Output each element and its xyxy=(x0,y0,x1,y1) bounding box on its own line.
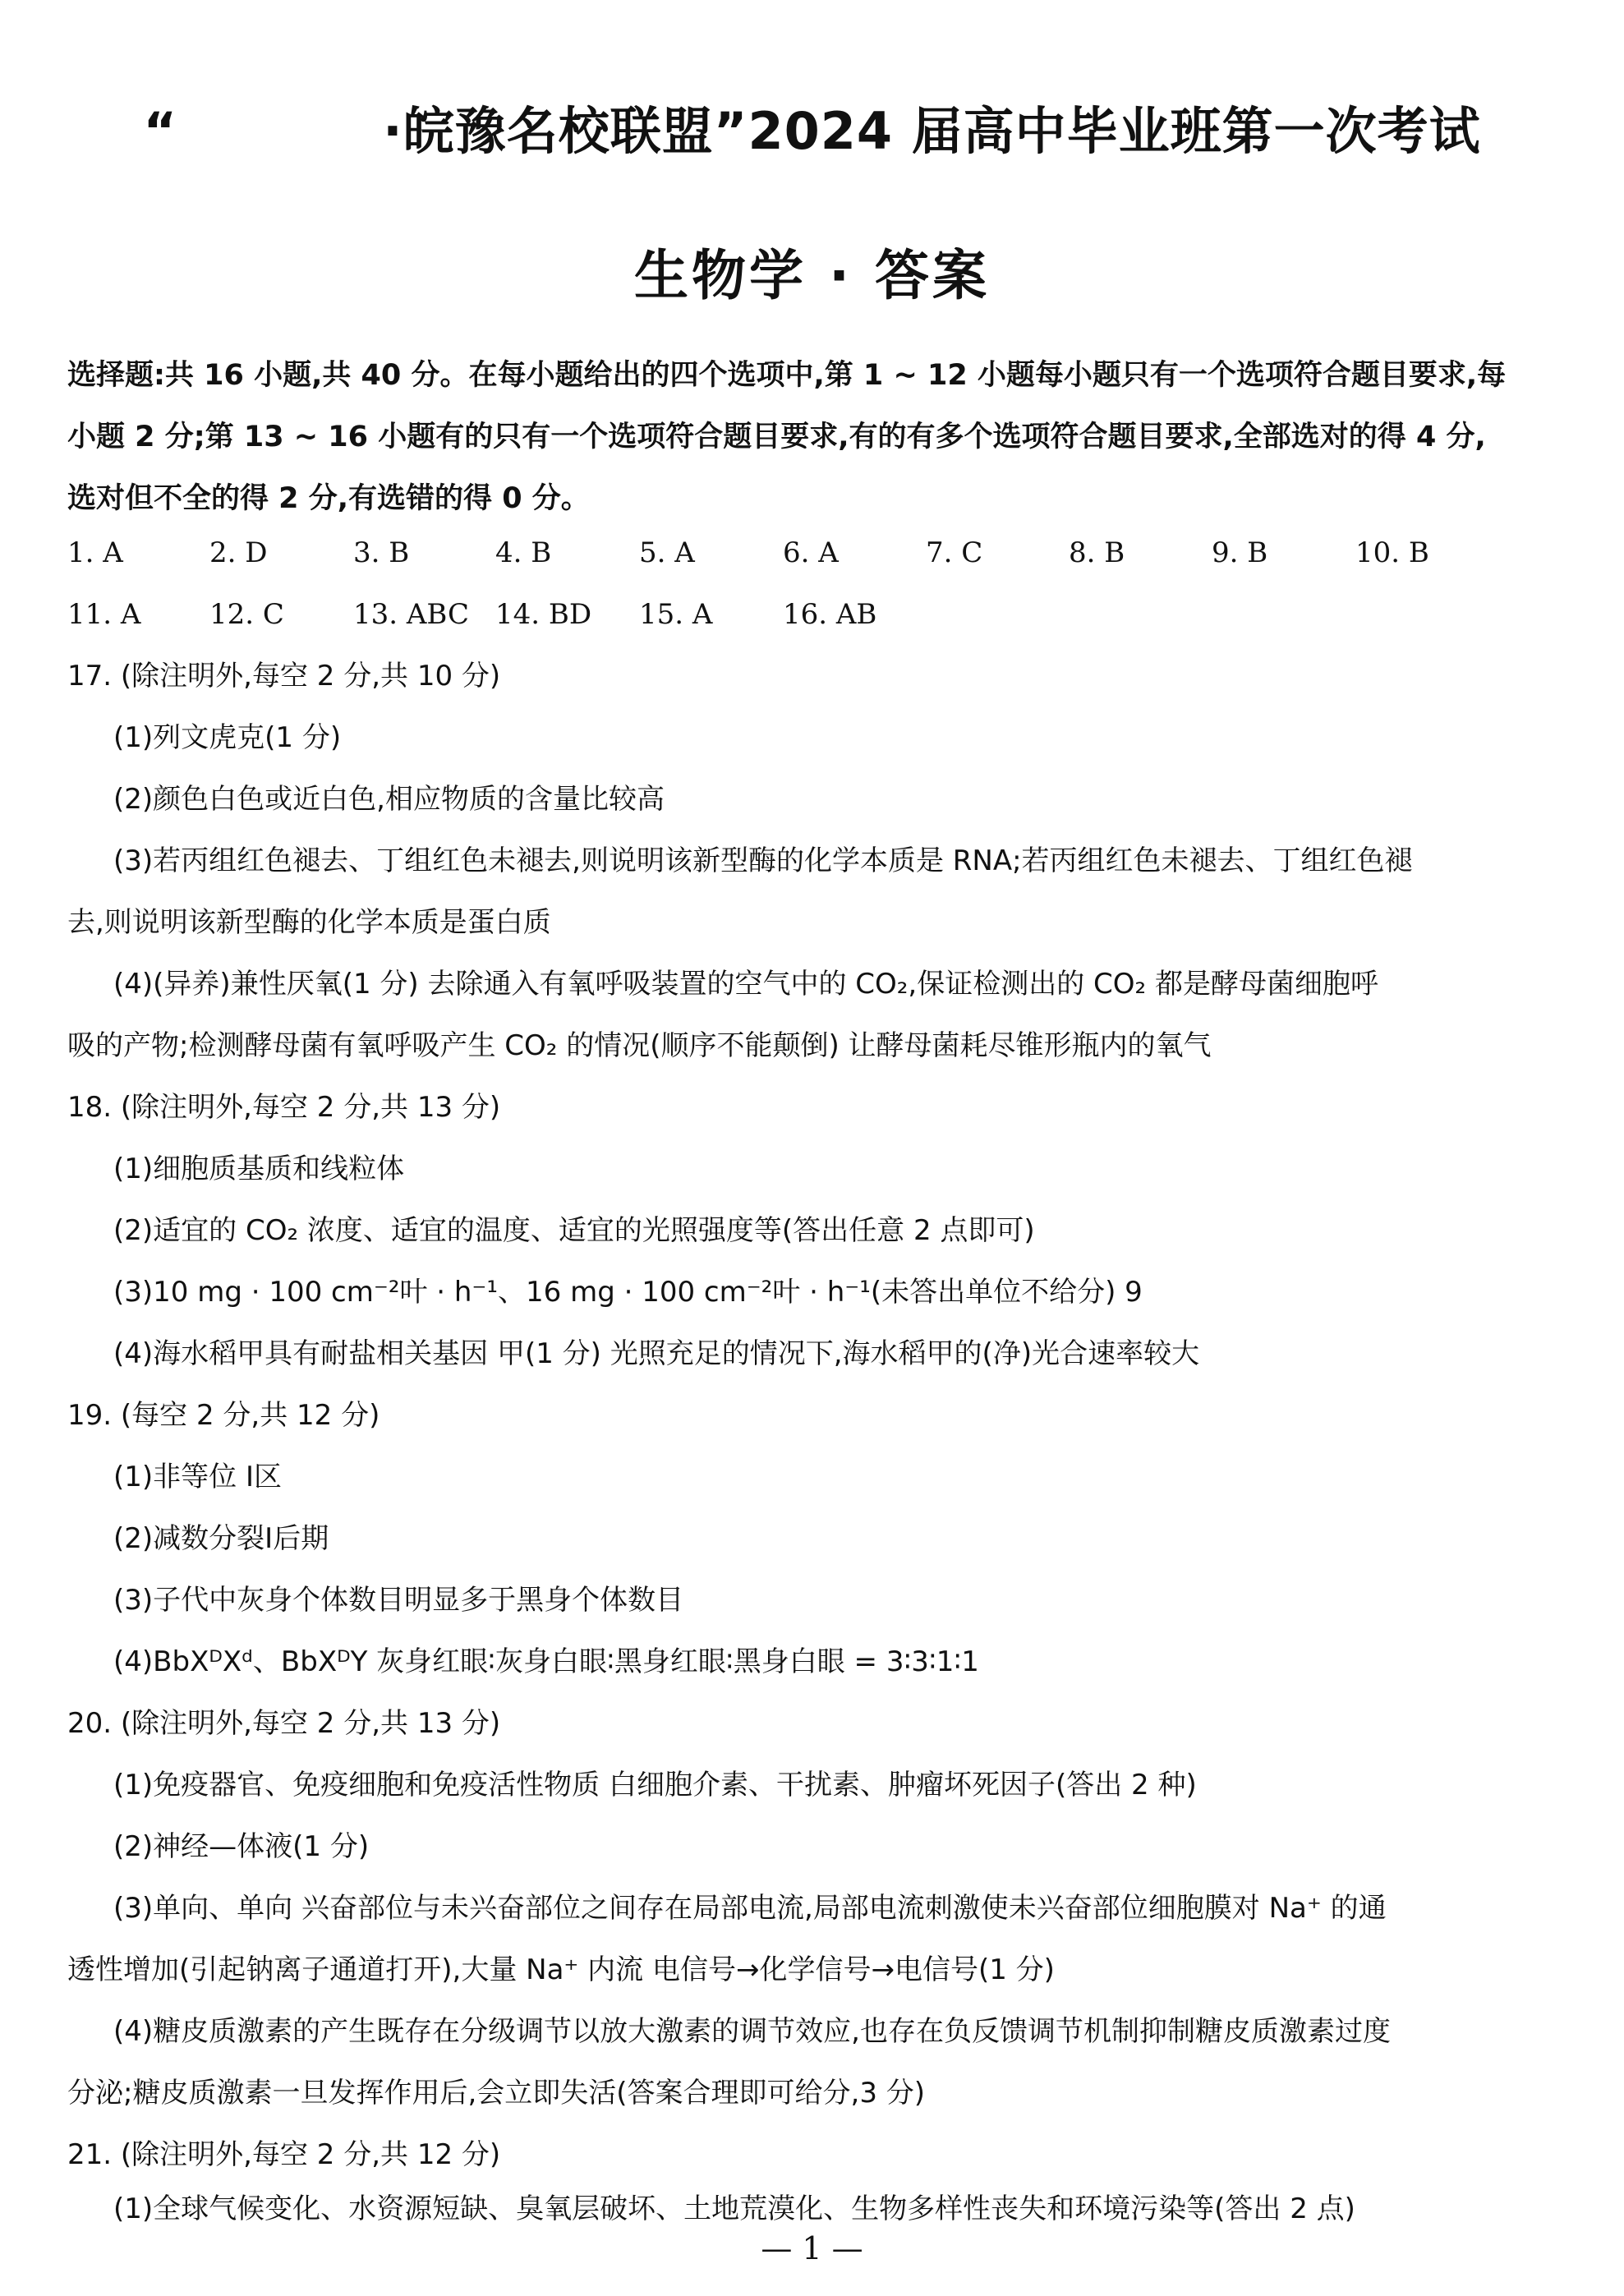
q20-answer-3: (3)单向、单向 兴奋部位与未兴奋部位之间存在局部电流,局部电流刺激使未兴奋部位细胞膜对 Na⁺ 的通 xyxy=(113,1892,1387,1925)
q19-heading: 19. (每空 2 分,共 12 分) xyxy=(67,1399,380,1432)
q21-heading: 21. (除注明外,每空 2 分,共 12 分) xyxy=(67,2138,501,2171)
q18-answer-4: (4)海水稻甲具有耐盐相关基因 甲(1 分) 光照充足的情况下,海水稻甲的(净)光合速率较大 xyxy=(113,1337,1200,1370)
title-text: ·皖豫名校联盟”2024 届高中毕业班第一次考试 xyxy=(383,101,1481,161)
choice-answer: 1. A xyxy=(67,536,123,569)
choice-answer: 10. B xyxy=(1355,536,1429,569)
choice-answer: 3. B xyxy=(353,536,410,569)
choice-answer: 11. A xyxy=(67,598,141,631)
q18-answer-2: (2)适宜的 CO₂ 浓度、适宜的温度、适宜的光照强度等(答出任意 2 点即可) xyxy=(113,1214,1035,1247)
intro-line-2: 小题 2 分;第 13 ~ 16 小题有的只有一个选项符合题目要求,有的有多个选项符合题目要求,全部选对的得 4 分, xyxy=(67,421,1486,453)
q18-answer-1: (1)细胞质基质和线粒体 xyxy=(113,1153,405,1185)
exam-title xyxy=(0,90,1624,163)
q19-answer-4: (4)BbXᴰXᵈ、BbXᴰY 灰身红眼∶灰身白眼∶黑身红眼∶黑身白眼 = 3∶3∶1∶1 xyxy=(113,1645,979,1678)
q17-answer-3-cont: 去,则说明该新型酶的化学本质是蛋白质 xyxy=(67,906,551,939)
q20-heading: 20. (除注明外,每空 2 分,共 13 分) xyxy=(67,1707,501,1740)
q17-answer-4-cont: 吸的产物;检测酵母菌有氧呼吸产生 CO₂ 的情况(顺序不能颠倒) 让酵母菌耗尽锥形瓶内的氧气 xyxy=(67,1029,1212,1062)
subject-subtitle: 生物学 · 答案 xyxy=(633,244,991,307)
choice-answer: 13. ABC xyxy=(353,598,470,631)
choice-answer: 2. D xyxy=(209,536,268,569)
q18-heading: 18. (除注明外,每空 2 分,共 13 分) xyxy=(67,1091,501,1124)
q20-answer-1: (1)免疫器官、免疫细胞和免疫活性物质 白细胞介素、干扰素、肿瘤坏死因子(答出 2 种) xyxy=(113,1769,1197,1801)
q19-answer-3: (3)子代中灰身个体数目明显多于黑身个体数目 xyxy=(113,1584,684,1617)
choice-answer: 15. A xyxy=(639,598,713,631)
q17-answer-2: (2)颜色白色或近白色,相应物质的含量比较高 xyxy=(113,783,665,816)
q19-answer-2: (2)减数分裂Ⅰ后期 xyxy=(113,1522,329,1555)
choice-answer: 5. A xyxy=(639,536,695,569)
q18-answer-3: (3)10 mg · 100 cm⁻²叶 · h⁻¹、16 mg · 100 cm⁻²叶 · h⁻¹(未答出单位不给分) 9 xyxy=(113,1276,1143,1309)
choice-answer: 8. B xyxy=(1069,536,1125,569)
intro-line-1: 选择题:共 16 小题,共 40 分。在每小题给出的四个选项中,第 1 ~ 12 小题每小题只有一个选项符合题目要求,每 xyxy=(67,359,1507,392)
choice-answer: 12. C xyxy=(209,598,284,631)
choice-answer: 9. B xyxy=(1212,536,1268,569)
choice-answer: 4. B xyxy=(495,536,552,569)
q20-answer-2: (2)神经—体液(1 分) xyxy=(113,1830,370,1863)
choice-answer: 16. AB xyxy=(783,598,877,631)
choice-answer: 6. A xyxy=(783,536,839,569)
intro-line-3: 选对但不全的得 2 分,有选错的得 0 分。 xyxy=(67,482,590,515)
title-open-quote: “ xyxy=(143,101,178,161)
choice-answer: 7. C xyxy=(926,536,983,569)
q19-answer-1: (1)非等位 Ⅰ区 xyxy=(113,1461,282,1493)
q17-answer-4: (4)(异养)兼性厌氧(1 分) 去除通入有氧呼吸装置的空气中的 CO₂,保证检测出的 CO₂ 都是酵母菌细胞呼 xyxy=(113,968,1378,1001)
page-number: — 1 — xyxy=(761,2230,863,2266)
choice-answer: 14. BD xyxy=(495,598,592,631)
q20-answer-3-cont: 透性增加(引起钠离子通道打开),大量 Na⁺ 内流 电信号→化学信号→电信号(1 分) xyxy=(67,1953,1055,1986)
q17-answer-1: (1)列文虎克(1 分) xyxy=(113,721,342,754)
q20-answer-4-cont: 分泌;糖皮质激素一旦发挥作用后,会立即失活(答案合理即可给分,3 分) xyxy=(67,2077,926,2110)
q20-answer-4: (4)糖皮质激素的产生既存在分级调节以放大激素的调节效应,也存在负反馈调节机制抑制糖皮质激素过度 xyxy=(113,2015,1391,2048)
q17-heading: 17. (除注明外,每空 2 分,共 10 分) xyxy=(67,660,501,692)
q21-answer-1: (1)全球气候变化、水资源短缺、臭氧层破坏、土地荒漠化、生物多样性丧失和环境污染等(答出 2 点) xyxy=(113,2192,1355,2225)
q17-answer-3: (3)若丙组红色褪去、丁组红色未褪去,则说明该新型酶的化学本质是 RNA;若丙组红色未褪去、丁组红色褪 xyxy=(113,844,1413,877)
